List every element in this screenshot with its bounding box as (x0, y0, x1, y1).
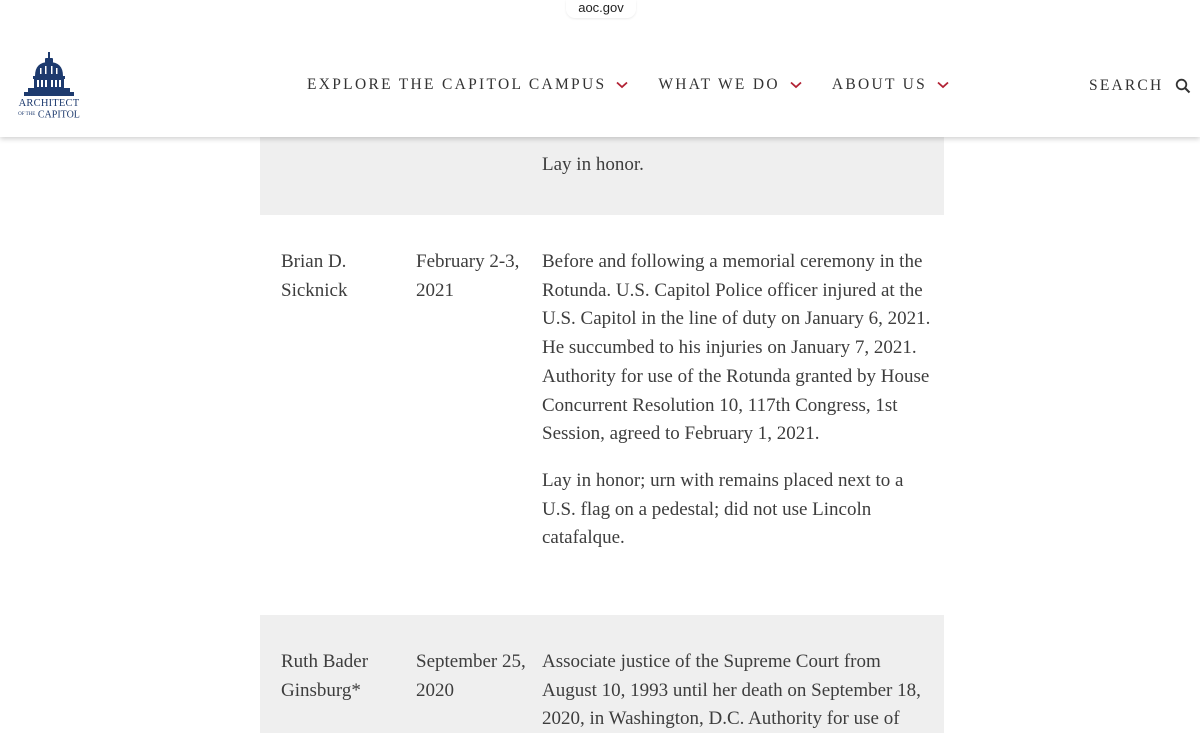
chevron-down-icon (616, 81, 628, 89)
search-label: SEARCH (1089, 77, 1164, 94)
main-nav (307, 76, 979, 94)
site-header (0, 0, 1200, 137)
aoc-logo[interactable] (16, 52, 82, 120)
row-description (542, 248, 932, 571)
chevron-down-icon (937, 81, 949, 89)
nav-label: WHAT WE DO (658, 76, 780, 93)
row-date: September 25, 2020 (416, 651, 526, 701)
row-description (542, 151, 932, 198)
row-paragraph: Before and following a memorial ceremony in the Rotunda. U.S. Capitol Police officer injured at the U.S. Capitol in the line of duty on January 6, 2021. He succumbed to his injuries on January 7, 2021. Authority for use of the Rotunda granted by House Concurrent Resolution 10, 117th Congress, 1st Session, agreed to February 1, 2021. (542, 251, 931, 445)
logo-text: OF THE CAPITOL (18, 109, 80, 121)
row-paragraph: Lay in honor; urn with remains placed next to a U.S. flag on a pedestal; did not use Lincoln catafalque. (542, 469, 904, 549)
row-name: Ruth Bader Ginsburg* (281, 651, 369, 701)
row-paragraph: Lay in honor. (542, 154, 644, 175)
row-paragraph: Associate justice of the Supreme Court from August 10, 1993 until her death on September 18, 2020, in Washington, D.C. Authority for use of (542, 651, 921, 730)
capitol-dome-icon (16, 52, 82, 98)
nav-label: EXPLORE THE CAPITOL CAMPUS (307, 76, 607, 93)
nav-what-we-do[interactable] (658, 76, 801, 94)
search-button[interactable] (1089, 77, 1191, 95)
row-description (542, 648, 932, 752)
chevron-down-icon (790, 81, 802, 89)
row-date: February 2-3, 2021 (416, 251, 520, 301)
logo-text: ARCHITECT (18, 98, 80, 109)
table-row (260, 615, 944, 733)
table-row (260, 215, 944, 615)
nav-about-us[interactable] (832, 76, 949, 94)
row-name: Brian D. Sicknick (281, 251, 348, 301)
url-bar[interactable]: aoc.gov (566, 0, 636, 18)
search-icon (1175, 78, 1191, 94)
nav-label: ABOUT US (831, 76, 928, 93)
nav-explore-capitol-campus[interactable] (307, 76, 628, 94)
